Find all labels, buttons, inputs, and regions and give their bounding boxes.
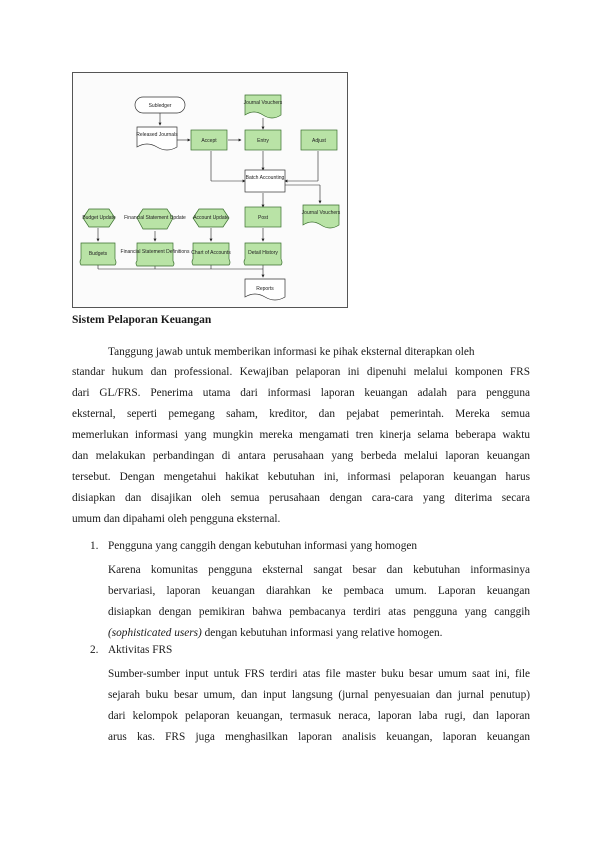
- paragraph-line: tersebut. Dengan mengetahui hakikat kebutuhan ini, informasi pelaporan keuangan harus: [72, 471, 530, 483]
- list-title: Aktivitas FRS: [108, 644, 173, 656]
- svg-text:Post: Post: [257, 215, 269, 221]
- list-line-rest: dengan kebutuhan informasi yang relative homogen.: [201, 627, 443, 639]
- list-line: Karena komunitas pengguna eksternal sangat besar dan kebutuhan informasinya: [108, 564, 530, 576]
- svg-text:Budgets: Budgets: [88, 251, 108, 257]
- svg-text:Batch Accounting: Batch Accounting: [245, 175, 285, 181]
- svg-text:Financial Statement Definition: Financial Statement Definitions: [120, 249, 190, 255]
- svg-text:Journal Vouchers: Journal Vouchers: [243, 100, 283, 106]
- svg-text:Account Update: Account Update: [193, 215, 229, 221]
- node-subledger: [135, 97, 185, 113]
- paragraph-line: disiapkan dan disajikan oleh semua perusahaan dengan cara-cara yang diterima secara: [72, 492, 530, 504]
- node-batch-accounting: [245, 170, 285, 192]
- list-line: Sumber-sumber input untuk FRS terdiri atas file master buku besar umum saat ini, file: [108, 668, 530, 680]
- svg-text:Adjust: Adjust: [312, 138, 326, 144]
- list-line: bervariasi, laporan keuangan diarahkan ke pembaca umum. Laporan keuangan: [108, 585, 530, 597]
- node-financial-statement-update: [124, 209, 186, 229]
- paragraph-line: memerlukan informasi yang mungkin mereka mengamati tren kinerja selama beberapa waktu: [72, 429, 530, 441]
- list-line: arus kas. FRS juga menghasilkan laporan analisis keuangan, laporan keuangan: [108, 731, 530, 743]
- list-line: [108, 623, 530, 644]
- svg-text:Accept: Accept: [201, 138, 217, 144]
- list-title: Pengguna yang canggih dengan kebutuhan informasi yang homogen: [108, 540, 418, 552]
- flowchart-diagram: [73, 73, 347, 307]
- node-reports: [245, 279, 285, 300]
- svg-text:Journal Vouchers: Journal Vouchers: [301, 210, 341, 216]
- list-line: dari kelompok pelaporan keuangan, termasuk neraca, laporan laba rugi, dan laporan: [108, 710, 530, 722]
- section-heading: Sistem Pelaporan Keuangan: [72, 314, 212, 326]
- list-line: disiapkan dengan pemikiran bahwa pembacanya terdiri atas pengguna yang canggih: [108, 606, 530, 618]
- flowchart-figure: [72, 72, 348, 308]
- node-budgets: [80, 243, 116, 265]
- svg-text:Subledger: Subledger: [148, 103, 172, 109]
- svg-text:Chart of Accounts: Chart of Accounts: [191, 250, 231, 256]
- node-accept: [191, 130, 227, 150]
- node-post: [245, 207, 281, 227]
- node-adjust: [301, 130, 337, 150]
- svg-text:Reports: Reports: [256, 286, 274, 292]
- paragraph-line: umum dan dipahami oleh pengguna eksternal.: [72, 513, 281, 525]
- node-budget-update: [82, 209, 116, 227]
- list-number: 2.: [90, 644, 99, 656]
- italic-term: (sophisticated users): [108, 627, 202, 639]
- svg-text:Financial Statement Update: Financial Statement Update: [124, 215, 186, 221]
- node-released-journals: [136, 127, 178, 150]
- node-account-update: [193, 209, 229, 227]
- svg-text:Released Journals: Released Journals: [136, 132, 178, 138]
- paragraph-line: eksternal, seperti pemegang saham, kreditor, dan pejabat pemerintah. Mereka semua: [72, 408, 530, 420]
- paragraph-line: Tanggung jawab untuk memberikan informasi ke pihak eksternal diterapkan oleh: [108, 346, 475, 358]
- node-financial-statement-definitions: [121, 243, 190, 266]
- node-chart-of-accounts: [191, 243, 231, 265]
- svg-text:Entry: Entry: [257, 138, 269, 144]
- list-number: 1.: [90, 540, 99, 552]
- paragraph-line: dari GL/FRS. Penerima utama dari informasi laporan keuangan adalah para pengguna: [72, 387, 530, 399]
- svg-text:Detail History: Detail History: [248, 250, 278, 256]
- node-journal-vouchers-right: [302, 205, 341, 228]
- paragraph-line: dan melakukan perbandingan di antara perusahaan yang berbeda melalui laporan keuangan: [72, 450, 530, 462]
- paragraph-line: standar hukum dan professional. Kewajiban pelaporan ini dipenuhi melalui komponen FRS: [72, 366, 530, 378]
- node-entry: [245, 130, 281, 150]
- svg-text:Budget Update: Budget Update: [82, 215, 116, 221]
- node-journal-vouchers-top: [244, 95, 283, 118]
- node-detail-history: [244, 243, 282, 265]
- list-line: sejarah buku besar umum, dan input langsung (jurnal penyesuaian dan jurnal penutup): [108, 689, 530, 701]
